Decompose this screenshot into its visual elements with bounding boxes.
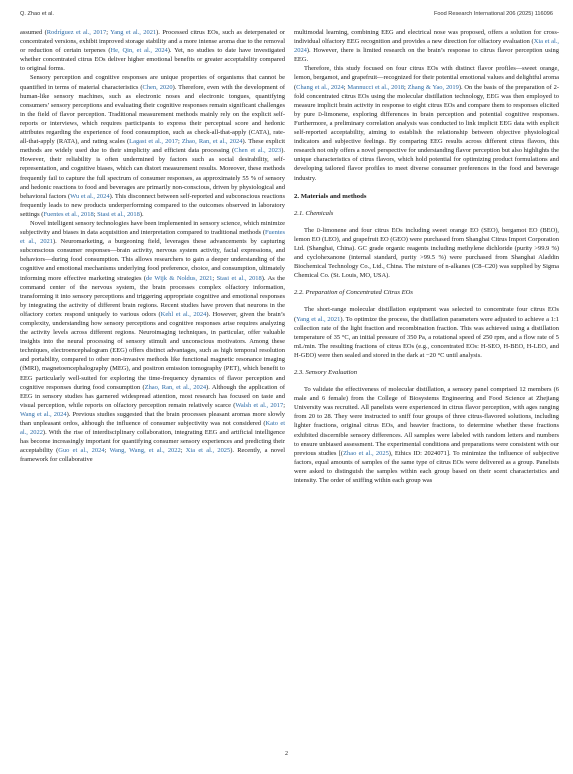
running-header-authors: Q. Zhao et al. — [20, 11, 54, 17]
citation-link[interactable]: Chang et al., 2024 — [296, 83, 344, 91]
running-header-journal: Food Research International 206 (2025) 116096 — [433, 11, 553, 17]
citation-link[interactable]: He, Qin, et al., 2024 — [110, 47, 168, 55]
stereo-prefix: d — [318, 110, 322, 118]
paragraph: Therefore, this study focused on four citrus EOs with distinct flavor profiles—sweet orange, lemon, bergamot, and grapefruit—recognized for their potential emotional values and delightful aroma (Chang et al., 2024; Mannucci et al., 2018; Zhang & Yao, 2019). On the basis of the preparation of 2-fold concentrated citrus EOs using the molecular distillation technology, EEG was then employed to measure implicit brain activity in response to eight citrus EOs and compare them to responses elicited by pure d-limonene, exploring differences in brain perception and potential cognitive responses. Furthermore, a preliminary correlation analysis was conducted to link implicit EEG data with explicit self-reported acceptability, aiming to establish the relationship between objective physiological indicators and subjective feelings. By comparing EEG results across different citrus flavors, this research not only offers a novel perspective for understanding flavor perception but also highlights the unique characteristics of citrus flavors, which hold potential for optimizing product formulations and developing tailored flavor profiles to meet diverse consumer preferences in the food and beverage industry. — [294, 65, 559, 182]
citation-link[interactable]: Lagast et al., 2017 — [129, 138, 179, 146]
paragraph: multimodal learning, combining EEG and electrical nose was proposed, offers a solution for cross-individual olfactory EEG recognition and provides a new direction for olfactory evaluation (Xia et al., 2024). However, there is limited research on the brain’s response to citrus flavor perception using EEG. — [294, 29, 559, 64]
citation-link[interactable]: Yang et al., 2021 — [110, 29, 157, 36]
citation-link[interactable]: Mannucci et al., 2018 — [347, 83, 404, 91]
citation-link[interactable]: Kehl et al., 2024 — [160, 310, 207, 318]
paragraph: The short-range molecular distillation equipment was selected to concentrate four citrus EOs (Yang et al., 2021). To optimize the process, the distillation parameters were adjusted to achieve a 1:1 collection rate of the light fraction and recombination fraction. This was achieved using a distillation temperature of 35 °C, an initial pressure of 350 Pa, a rotational speed of 250 rpm, and a flow rate of 5 mL/min. The resulting fractions of citrus EOs (e.g., concentrated EOs: H-SEO, H-BEO, H-LEO, and H-GEO) were then sealed and stored in the dark at −20 °C until analysis. — [294, 306, 559, 359]
paragraph: assumed (Rodríguez et al., 2017; Yang et al., 2021). Processed citrus EOs, such as deterpenated or concentrated versions, exhibit improved storage stability and a more intense aroma due to the removal or reduction of certain terpenes (He, Qin, et al., 2024). Yet, no studies to date have investigated whether concentrated citrus EOs deliver higher emotional benefits or greater acceptability compared to original forms. — [20, 29, 285, 73]
citation-link[interactable]: Zhao, Ran, et al., 2024 — [144, 383, 207, 391]
citation-link[interactable]: Xia et al., 2025 — [185, 447, 231, 455]
citation-link[interactable]: Zhang & Yao, 2019 — [407, 83, 459, 91]
subsection-heading: 2.3. Sensory Evaluation — [294, 369, 357, 376]
stereo-prefix: d — [316, 226, 321, 234]
citation-link[interactable]: Stasi et al., 2018 — [216, 274, 262, 282]
citation-link[interactable]: Rodríguez et al., 2017 — [46, 29, 107, 36]
citation-link[interactable]: Zhao et al., 2025 — [343, 449, 389, 457]
citation-link[interactable]: Wu et al., 2024 — [70, 192, 110, 200]
left-column — [20, 28, 285, 465]
paragraph: The d-limonene and four citrus EOs including sweet orange EO (SEO), bergamot EO (BEO), lemon EO (LEO), and grapefruit EO (GEO) were purchased from Shanghai Citrus Import Corporation Ltd. (Shanghai, China). GC grade organic reagents including methylene dichloride (purity >99.9 %) and cyclohexanone (internal standard, purity >99.5 %) were purchased from Shanghai Aladdin Biochemical Technology Co., Ltd., China. The mixture of n-alkanes (C8–C20) was supplied by Sigma Chemical Co. (St. Louis, MO, USA). — [294, 226, 559, 280]
citation-link[interactable]: Kato et al., 2022 — [20, 420, 285, 437]
citation-link[interactable]: Walsh et al., 2017 — [235, 401, 284, 409]
page-number: 2 — [285, 751, 288, 757]
citation-link[interactable]: Wang, Wang, et al., 2022 — [109, 447, 181, 455]
paragraph: Sensory perception and cognitive responses are unique properties of organisms that cannot be quantified in terms of material characteristics (Chen, 2020). Therefore, even with the development of human-like sensory machines, such as electronic noses and electronic tongues, quantifying consumers’ sensory perceptions and evaluating their cognitive responses remain significant challenges in the field of flavor perception. Traditional measurement methods mainly rely on the explicit self-reports or interviews, which requires participants to express their perceptual score and hedonic attributes regarding the experience of food consumption, such as check-all-that-apply (CATA), rate-all-that-apply (RATA), and rating scales (Lagast et al., 2017; Zhao, Ran, et al., 2024). These explicit methods are widely used due to their simplicity and efficient data processing (Chen et al., 2023). However, their reliability is often undermined by factors such as social desirability, self-representation, and cognitive biases, which can distort measurement results. Moreover, these methods frequently fail to capture the full spectrum of consumer responses, as approximately 55 % of sensory and hedonic reactions to food and beverages are primarily non-conscious, driven by physiological and behavioral factors (Wu et al., 2024). This disconnect between self-reported and subconscious reactions frequently leads to new products underperforming compared to the outcomes observed in laboratory settings (Fuentes et al., 2018; Stasi et al., 2018). — [20, 74, 286, 218]
citation-link[interactable]: Chen et al., 2023 — [234, 147, 282, 155]
citation-link[interactable]: Wang et al., 2024 — [20, 410, 67, 418]
citation-link[interactable]: Zhao, Ran, et al., 2024 — [181, 138, 243, 146]
citation-link[interactable]: Fuentes et al., 2018 — [43, 210, 94, 218]
citation-link[interactable]: Stasi et al., 2018 — [97, 210, 140, 218]
right-column — [294, 28, 559, 485]
citation-link[interactable]: Fuentes et al., 2021 — [20, 229, 285, 246]
subsection-heading: 2.1. Chemicals — [294, 209, 334, 217]
paragraph: Novel intelligent sensory technologies have been implemented in sensory science, which minimize subjectivity and biases in data acquisition and interpretation compared to traditional methods (Fuentes et al., 2021). Neuromarketing, a burgeoning field, leverages these advancements by capturing subconscious consumer responses—brain activity, nervous system activity, facial expressions, and behaviors—during food consumption. This allows researchers to gain a deeper understanding of the cognitive and emotional mechanisms underlying food preference, choice, and consumption, ultimately informing more effective marketing strategies (de Wijk & Noldus, 2021; Stasi et al., 2018). As the command center of the nervous system, the brain processes complex olfactory information, transforming it into sensory perceptions and triggering appropriate cognitive and emotional responses by integrating the activity of different brain regions. Recent studies have proven that neurons in the olfactory cortex respond uniquely to various odors (Kehl et al., 2024). However, given the brain’s complexity, understanding how sensory perceptions and cognitive responses arise requires analyzing the activity levels across different regions. Neuroimaging techniques, in particular, offer valuable insights into the neural processing of sensory stimuli and unconscious motivators. Among these techniques, electroencephalogram (EEG) offers distinct advantages, such as high temporal resolution and portability, compared to other non-invasive methods like functional magnetic resonance imaging (fMRI), magnetoencephalography (MEG), and positron emission tomography (PET), which benefit to EEG particularly well-suited for exploring the time-frequency dynamics of flavor perception and cognitive responses during food consumption (Zhao, Ran, et al., 2024). Although the application of EEG in sensory studies has garnered widespread attention, most research has focused on taste and visual perception, while reports on olfactory perception remain relatively scarce (Walsh et al., 2017; Wang et al., 2024). Previous studies suggested that the brain processes pleasant aromas more slowly than unpleasant ordos, although the influence of consumer subjectivity was not considered (Kato et al., 2022). With the rise of interdisciplinary collaboration, integrating EEG and artificial intelligence has become increasingly important for quantifying consumer sensory experiences and predicting their acceptability (Guo et al., 2024; Wang, Wang, et al., 2022; Xia et al., 2025). Recently, a novel framework for collaborative — [20, 219, 286, 464]
citation-link[interactable]: Xia et al., 2024 — [294, 38, 559, 55]
citation-link[interactable]: Guo et al., 2024 — [58, 447, 105, 455]
subsection-heading: 2.2. Preparation of Concentrated Citrus EOs — [294, 289, 413, 297]
paragraph: To validate the effectiveness of molecular distillation, a sensory panel comprised 12 members (6 male and 6 female) from the College of Biosystems Engineering and Food Science at Zhejiang University was recruited. All panelists were experienced in citrus flavor perception, with ages ranging from 20 to 28. They were instructed to sniff four groups of three citrus-flavored solutions, including lighter fractions, original citrus EOs, and heavier fractions, to determine whether these fractions exhibited discernible sensory differences. All samples were labeled with random letters and numbers to ensure unbiased assessment. The experimental conditions and preparations were consistent with our previous studies [(Zhao et al., 2025), Ethics ID: 2024071]. To minimize the influence of subjective factors, equal amounts of samples of the same type of citrus EOs were delivered as a group. Panelists were asked to distinguish the samples within each group based on their scent characteristics and intensity. The order of sniffing within each group was — [294, 386, 559, 485]
citation-link[interactable]: de Wijk & Noldus, 2021 — [146, 274, 213, 282]
section-heading: 2. Materials and methods — [294, 192, 367, 200]
citation-link[interactable]: Chen, 2020 — [142, 83, 173, 91]
citation-link[interactable]: Yang et al., 2021 — [296, 315, 341, 323]
